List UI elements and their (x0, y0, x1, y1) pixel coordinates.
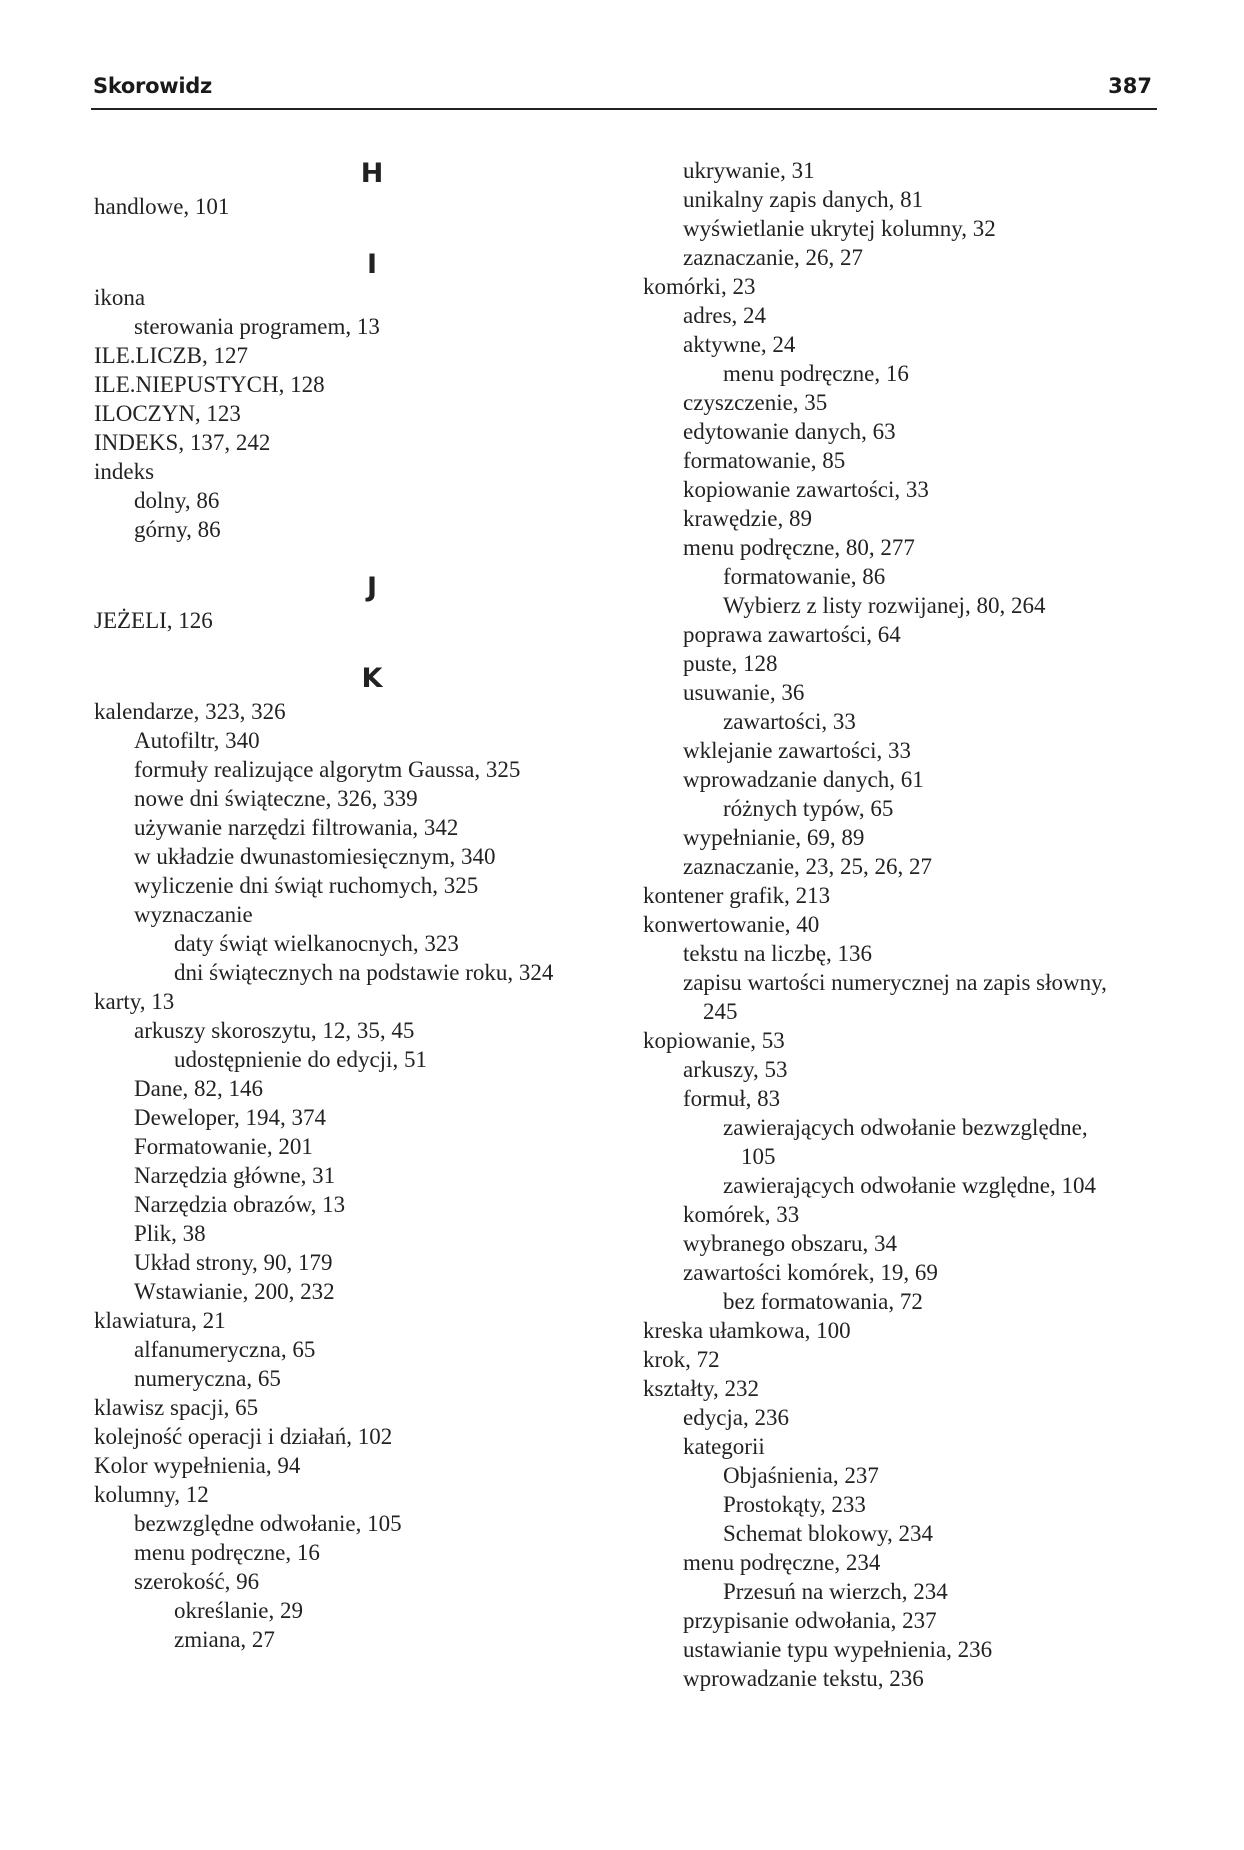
index-entry: konwertowanie, 40 (643, 912, 820, 937)
index-subsubentry: daty świąt wielkanocnych, 323 (174, 931, 459, 956)
index-subentry: unikalny zapis danych, 81 (683, 187, 924, 212)
index-subsubentry: formatowanie, 86 (723, 564, 886, 589)
index-subentry: menu podręczne, 234 (683, 1550, 881, 1575)
index-subsubentry: Schemat blokowy, 234 (723, 1521, 933, 1546)
index-subentry: Formatowanie, 201 (134, 1134, 313, 1159)
index-subsubentry: bez formatowania, 72 (723, 1289, 923, 1314)
index-subentry: menu podręczne, 16 (134, 1540, 320, 1565)
index-entry: ILOCZYN, 123 (94, 401, 241, 426)
header-rule (91, 108, 1157, 110)
index-subentry: bezwzględne odwołanie, 105 (134, 1511, 402, 1536)
index-subentry: wklejanie zawartości, 33 (683, 738, 911, 763)
index-entry: kalendarze, 323, 326 (94, 699, 286, 724)
index-subentry: arkuszy, 53 (683, 1057, 788, 1082)
index-entry: indeks (94, 459, 155, 484)
section-letter-k: K (361, 663, 383, 694)
index-entry: ikona (94, 285, 146, 310)
index-subsubentry: zawierających odwołanie względne, 104 (723, 1173, 1096, 1198)
index-entry: kreska ułamkowa, 100 (643, 1318, 851, 1343)
index-subentry: wprowadzanie danych, 61 (683, 767, 924, 792)
index-subsubentry-continuation: 105 (741, 1144, 776, 1169)
index-entry: klawiatura, 21 (94, 1308, 226, 1333)
index-subsubentry: różnych typów, 65 (723, 796, 894, 821)
index-subentry: czyszczenie, 35 (683, 390, 828, 415)
index-subentry: numeryczna, 65 (134, 1366, 281, 1391)
index-entry: kopiowanie, 53 (643, 1028, 785, 1053)
section-letter-j: J (366, 572, 378, 603)
index-subentry: krawędzie, 89 (683, 506, 812, 531)
index-entry: kształty, 232 (643, 1376, 760, 1401)
index-subentry: adres, 24 (683, 303, 767, 328)
index-subentry: alfanumeryczna, 65 (134, 1337, 316, 1362)
index-subsubentry: Przesuń na wierzch, 234 (723, 1579, 948, 1604)
index-subsubentry: zawierających odwołanie bezwzględne, (723, 1115, 1088, 1140)
index-subentry: szerokość, 96 (134, 1569, 260, 1594)
index-subentry: Układ strony, 90, 179 (134, 1250, 333, 1275)
index-subentry: wybranego obszaru, 34 (683, 1231, 897, 1256)
index-subentry: Wstawianie, 200, 232 (134, 1279, 335, 1304)
index-entry: klawisz spacji, 65 (94, 1395, 259, 1420)
index-subentry: nowe dni świąteczne, 326, 339 (134, 786, 418, 811)
index-subentry: Autofiltr, 340 (134, 728, 260, 753)
index-subentry: kopiowanie zawartości, 33 (683, 477, 929, 502)
index-subentry: tekstu na liczbę, 136 (683, 941, 873, 966)
index-subsubentry: zmiana, 27 (174, 1627, 275, 1652)
page-number: 387 (1108, 74, 1152, 98)
index-subsubentry: Prostokąty, 233 (723, 1492, 866, 1517)
index-subentry: Dane, 82, 146 (134, 1076, 264, 1101)
index-subentry: dolny, 86 (134, 488, 220, 513)
index-entry: karty, 13 (94, 989, 175, 1014)
index-subentry: aktywne, 24 (683, 332, 796, 357)
index-subentry: Plik, 38 (134, 1221, 206, 1246)
index-subsubentry: udostępnienie do edycji, 51 (174, 1047, 427, 1072)
index-subentry: górny, 86 (134, 517, 221, 542)
index-subentry: zaznaczanie, 26, 27 (683, 245, 864, 270)
index-subentry: używanie narzędzi filtrowania, 342 (134, 815, 459, 840)
index-subentry: Narzędzia główne, 31 (134, 1163, 336, 1188)
section-letter-h: H (360, 158, 384, 189)
index-subentry: puste, 128 (683, 651, 778, 676)
index-subsubentry: menu podręczne, 16 (723, 361, 909, 386)
index-entry: kolejność operacji i działań, 102 (94, 1424, 393, 1449)
index-subentry: zaznaczanie, 23, 25, 26, 27 (683, 854, 933, 879)
index-subsubentry: Objaśnienia, 237 (723, 1463, 879, 1488)
index-column-left (94, 156, 594, 1654)
index-subentry-continuation: 245 (703, 999, 738, 1024)
index-subentry: kategorii (683, 1434, 765, 1459)
index-subsubentry: określanie, 29 (174, 1598, 304, 1623)
running-header-title: Skorowidz (93, 74, 212, 98)
index-entry: Kolor wypełnienia, 94 (94, 1453, 301, 1478)
index-subentry: formatowanie, 85 (683, 448, 846, 473)
index-entry: JEŻELI, 126 (94, 608, 213, 633)
index-subentry: komórek, 33 (683, 1202, 800, 1227)
index-subentry: menu podręczne, 80, 277 (683, 535, 915, 560)
index-entry: krok, 72 (643, 1347, 720, 1372)
index-entry: INDEKS, 137, 242 (94, 430, 271, 455)
index-subentry: w układzie dwunastomiesięcznym, 340 (134, 844, 496, 869)
index-column-right (643, 156, 1173, 1693)
index-subsubentry: zawartości, 33 (723, 709, 856, 734)
index-subentry: wypełnianie, 69, 89 (683, 825, 865, 850)
index-entry: ILE.LICZB, 127 (94, 343, 248, 368)
index-subentry: usuwanie, 36 (683, 680, 805, 705)
index-entry: kontener grafik, 213 (643, 883, 831, 908)
index-subentry: Narzędzia obrazów, 13 (134, 1192, 346, 1217)
index-entry: handlowe, 101 (94, 194, 230, 219)
section-letter-i: I (366, 249, 378, 280)
index-subentry: wyświetlanie ukrytej kolumny, 32 (683, 216, 996, 241)
index-entry: komórki, 23 (643, 274, 756, 299)
index-subentry: Deweloper, 194, 374 (134, 1105, 326, 1130)
index-entry: ILE.NIEPUSTYCH, 128 (94, 372, 325, 397)
index-subentry: ukrywanie, 31 (683, 158, 815, 183)
index-subentry: zapisu wartości numerycznej na zapis słowny, (683, 970, 1107, 995)
index-subentry: wyznaczanie (134, 902, 253, 927)
index-subentry: arkuszy skoroszytu, 12, 35, 45 (134, 1018, 415, 1043)
index-subsubentry: Wybierz z listy rozwijanej, 80, 264 (723, 593, 1046, 618)
index-subentry: edycja, 236 (683, 1405, 790, 1430)
index-entry: kolumny, 12 (94, 1482, 209, 1507)
index-subentry: wyliczenie dni świąt ruchomych, 325 (134, 873, 479, 898)
index-subentry: poprawa zawartości, 64 (683, 622, 901, 647)
index-subsubentry: dni świątecznych na podstawie roku, 324 (174, 960, 554, 985)
index-subentry: formuł, 83 (683, 1086, 781, 1111)
index-subentry: wprowadzanie tekstu, 236 (683, 1666, 924, 1691)
index-subentry: formuły realizujące algorytm Gaussa, 325 (134, 757, 521, 782)
index-subentry: zawartości komórek, 19, 69 (683, 1260, 938, 1285)
index-subentry: sterowania programem, 13 (134, 314, 380, 339)
index-subentry: ustawianie typu wypełnienia, 236 (683, 1637, 993, 1662)
index-subentry: edytowanie danych, 63 (683, 419, 896, 444)
index-subentry: przypisanie odwołania, 237 (683, 1608, 937, 1633)
